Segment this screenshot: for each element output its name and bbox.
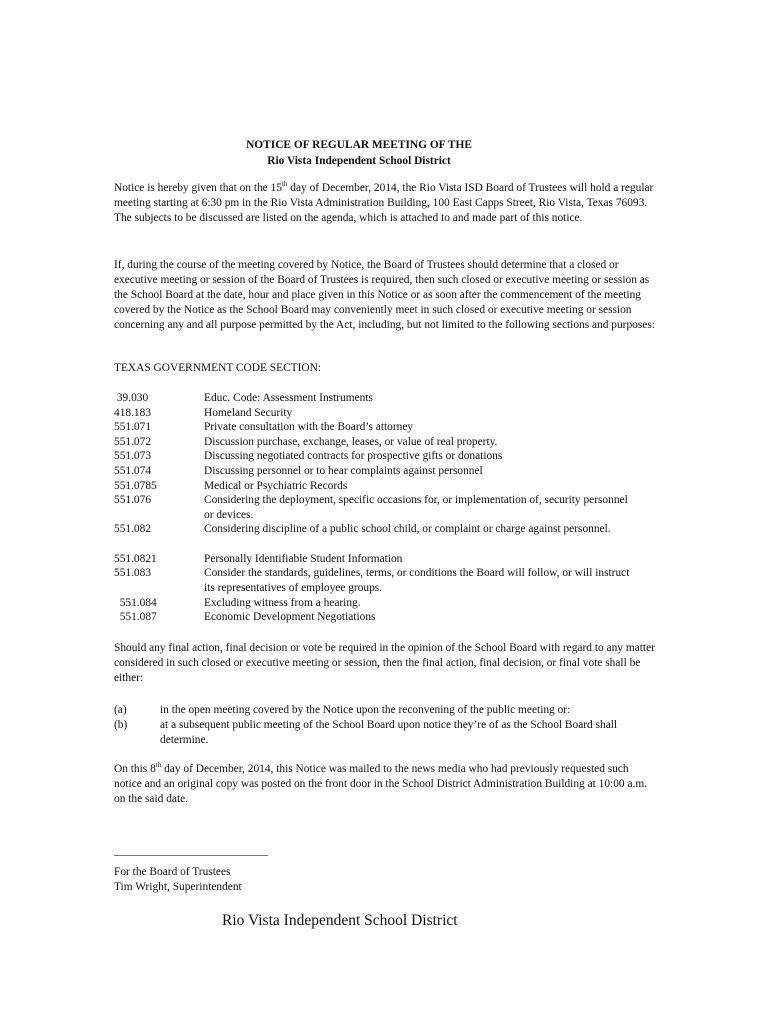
code-row: [114, 406, 659, 421]
code-description: Excluding witness from a hearing.: [204, 596, 361, 609]
option-text: in the open meeting covered by the Notice upon the reconvening of the public meeting or:: [160, 704, 571, 716]
footer-district-name: Rio Vista Independent School District: [222, 912, 458, 929]
code-row: [114, 493, 659, 522]
option-a: [114, 703, 659, 718]
code-description: Considering discipline of a public school child, or complaint or charge against personnel.: [204, 523, 611, 536]
notice-paragraph: [114, 181, 659, 226]
page-title: [114, 137, 604, 169]
code-row: [114, 464, 659, 479]
code-description: Considering the deployment, specific occasions for, or implementation of, security personnel or devices.: [204, 494, 628, 522]
closed-meeting-paragraph: If, during the course of the meeting covered by Notice, the Board of Trustees should determine that a closed or executive meeting or session of the Board of Trustees is required, then such closed or executive meeting or session as the School Board at the date, hour and place given in this Notice or as soon after the commencement of the meeting covered by the Notice as the School Board may conveniently meet in such closed or executive meeting or session concerning any and all purpose permitted by the Act, including, but not limited to the following sections and purposes:: [114, 259, 655, 331]
code-description: Consider the standards, guidelines, terms, or conditions the Board will follow, or will instruct its representatives of employee groups.: [204, 567, 630, 595]
code-description: Discussing negotiated contracts for prospective gifts or donations: [204, 450, 503, 463]
code-number: 551.082: [114, 523, 152, 536]
signature-name: Tim Wright, Superintendent: [114, 881, 242, 893]
code-description: Medical or Psychiatric Records: [204, 479, 348, 492]
code-row: [114, 566, 659, 595]
code-row: [114, 435, 659, 450]
signature-block: [114, 865, 659, 895]
final-action-options: [114, 703, 659, 748]
code-number: 551.0821: [114, 552, 157, 565]
code-number: 551.072: [114, 435, 152, 448]
signature-line: ___________________________: [114, 845, 268, 856]
title-line-1: NOTICE OF REGULAR MEETING OF THE: [246, 139, 472, 151]
code-number: 551.071: [114, 421, 152, 434]
code-row: [114, 420, 659, 435]
code-number: 551.073: [114, 450, 152, 463]
code-number: 551.076: [114, 494, 152, 507]
signature-for: For the Board of Trustees: [114, 866, 231, 878]
code-row: [114, 610, 659, 625]
section-heading: TEXAS GOVERNMENT CODE SECTION:: [114, 362, 322, 374]
code-description: Homeland Security: [204, 406, 293, 419]
option-label: (a): [114, 704, 127, 716]
option-b: [114, 718, 659, 748]
code-description: Personally Identifiable Student Information: [204, 552, 403, 565]
code-row: [114, 449, 659, 464]
mailing-ordinal: th: [155, 761, 162, 770]
code-row: [114, 552, 659, 567]
code-description: Economic Development Negotiations: [204, 611, 376, 624]
code-section-list: [114, 391, 659, 625]
code-number: 551.0785: [114, 479, 157, 492]
code-number: 39.030: [114, 392, 149, 404]
code-number: 551.083: [114, 567, 152, 580]
code-description: Educ. Code: Assessment Instruments: [204, 392, 373, 404]
final-action-paragraph: Should any final action, final decision or vote be required in the opinion of the School Board with regard to any matter considered in such closed or executive meeting or session, then the final action, final decision, or final vote shall be either:: [114, 642, 655, 684]
code-description: Discussing personnel or to hear complaints against personnel: [204, 464, 483, 477]
code-row: [114, 522, 659, 551]
code-number: 551.084: [114, 596, 157, 609]
mailing-text-start: On this 8: [114, 763, 156, 775]
code-row: [114, 391, 659, 406]
notice-text-rest: day of December, 2014, the Rio Vista ISD Board of Trustees will hold a regular meeting starting at 6:30 pm in the Rio Vista Administration Building, 100 East Capps Street, Rio Vista, Texas 76093. The subjects to be discussed are listed on the agenda, which is attached to and made part of this notice.: [114, 182, 654, 224]
code-number: 551.074: [114, 464, 152, 477]
title-line-2: Rio Vista Independent School District: [267, 155, 451, 167]
code-number: 551.087: [114, 611, 157, 624]
notice-text-start: Notice is hereby given that on the 15: [114, 182, 282, 194]
code-row: [114, 596, 659, 611]
code-number: 418.183: [114, 406, 152, 419]
mailing-paragraph: [114, 762, 659, 807]
option-text: at a subsequent public meeting of the School Board upon notice they’re of as the School Board shall determine.: [160, 719, 618, 746]
code-row: [114, 479, 659, 494]
notice-ordinal: th: [281, 180, 288, 189]
code-description: Private consultation with the Board’s attorney: [204, 421, 414, 434]
code-description: Discussion purchase, exchange, leases, or value of real property.: [204, 435, 498, 448]
mailing-text-rest: day of December, 2014, this Notice was mailed to the news media who had previously requested such notice and an original copy was posted on the front door in the School District Administration Building at 10:00 a.m. on the said date.: [114, 763, 648, 805]
option-label: (b): [114, 719, 128, 731]
